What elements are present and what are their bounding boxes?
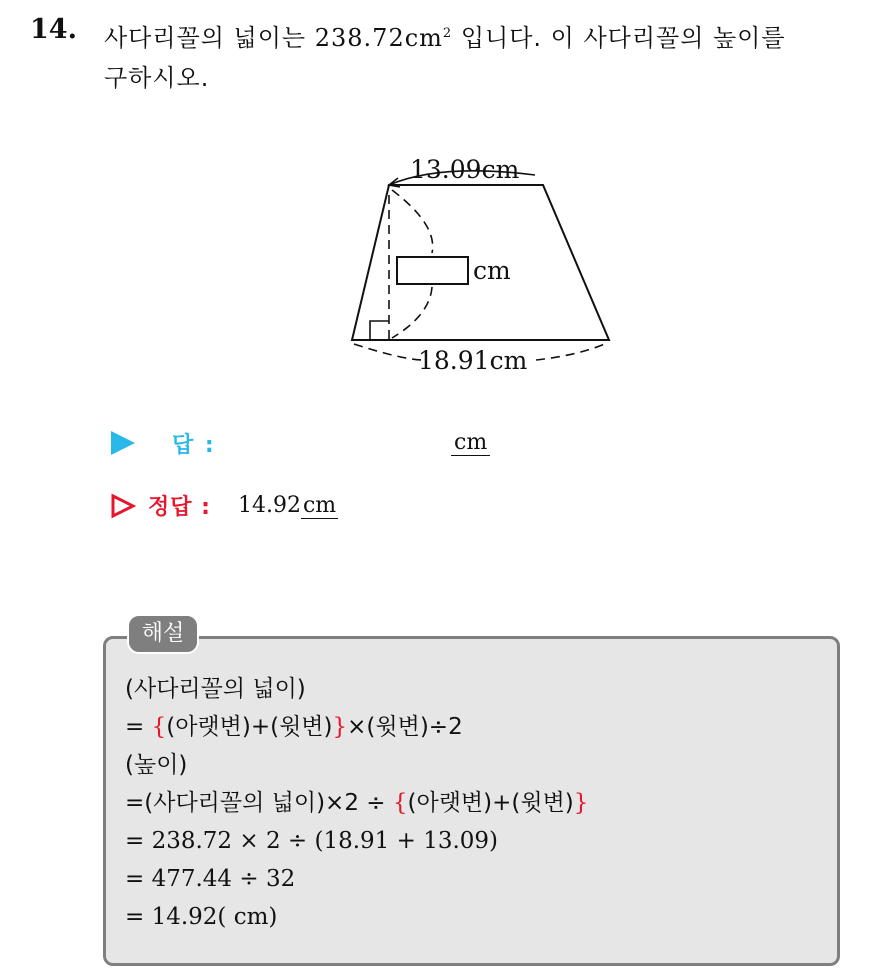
question-text-line2: 구하시오.	[104, 64, 210, 92]
question-text-after: 입니다. 이 사다리꼴의 높이를	[452, 24, 786, 52]
answer-label: 답 :	[172, 433, 216, 458]
correct-answer-row	[108, 487, 528, 523]
question-text	[104, 14, 864, 98]
outline-triangle-icon	[110, 493, 136, 519]
solution-line-2-rest: ×(윗변)÷2	[347, 714, 463, 740]
solution-line-4-sum: (아랫변)+(윗변)	[407, 790, 574, 816]
question-number: 14.	[30, 14, 77, 45]
trapezoid-diagram	[330, 145, 630, 390]
solution-line-7: = 14.92( cm)	[125, 904, 278, 930]
solution-line-2	[125, 708, 825, 746]
question-area-exponent: 2	[442, 26, 453, 41]
solution-line-4	[125, 784, 825, 822]
question-area-unit: cm	[404, 24, 443, 52]
answer-unit-blank[interactable]: cm	[451, 431, 490, 456]
solution-tab: 해설	[127, 614, 199, 654]
solution-lines	[125, 670, 825, 936]
solution-line-1: (사다리꼴의 넓이)	[125, 676, 306, 702]
height-blank-box	[397, 257, 468, 284]
solution-line-3: (높이)	[125, 752, 188, 778]
solution-line-6: = 477.44 ÷ 32	[125, 866, 296, 892]
correct-answer-value	[238, 493, 338, 518]
solution-line-4-right-brace: }	[573, 790, 589, 816]
right-angle-mark	[370, 321, 389, 340]
solution-line-4-start: =(사다리꼴의 넓이)×2 ÷	[125, 790, 393, 816]
bottom-length-label: 18.91cm	[418, 346, 528, 375]
solution-line-2-sum: (아랫변)+(윗변)	[166, 714, 333, 740]
correct-answer-number: 14.92	[238, 493, 301, 518]
solution-line-2-equals: =	[125, 714, 152, 740]
play-triangle-icon	[111, 431, 135, 455]
correct-answer-label: 정답 :	[148, 495, 211, 520]
solution-line-2-left-brace: {	[151, 714, 167, 740]
question-area-value: 238.72	[314, 24, 405, 52]
trapezoid-figure	[330, 145, 630, 390]
top-length-label: 13.09cm	[410, 155, 520, 184]
height-unit-label: cm	[473, 256, 511, 285]
solution-line-2-right-brace: }	[332, 714, 348, 740]
question-text-before: 사다리꼴의 넓이는	[104, 24, 315, 52]
answer-row	[108, 425, 528, 461]
correct-answer-unit: cm	[302, 493, 337, 518]
solution-line-5: = 238.72 × 2 ÷ (18.91 + 13.09)	[125, 828, 499, 854]
solution-line-4-left-brace: {	[392, 790, 408, 816]
